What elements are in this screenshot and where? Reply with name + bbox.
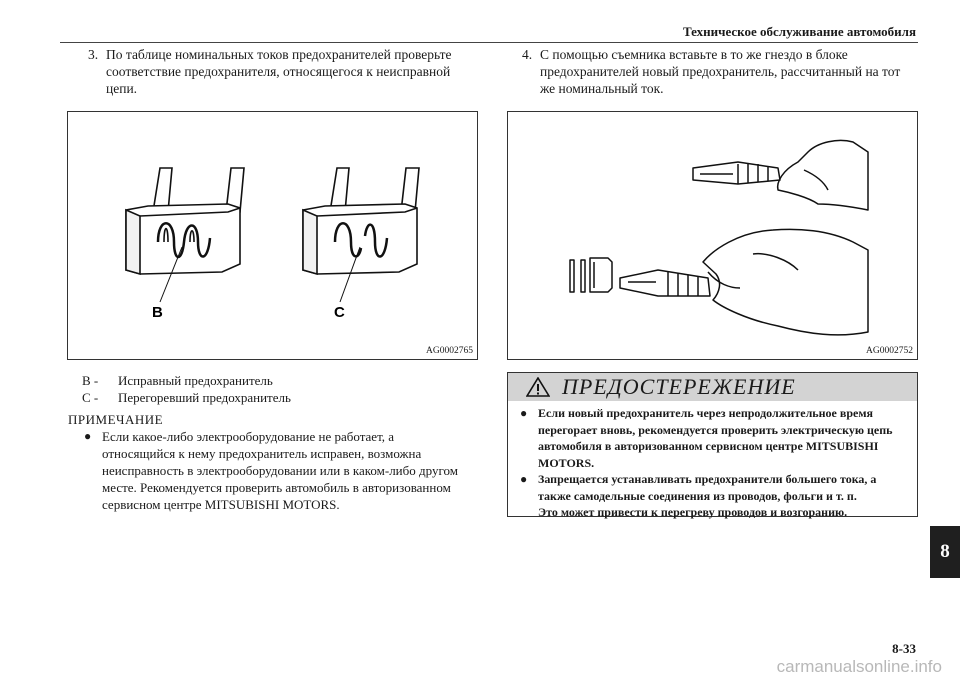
- step-text: [540, 46, 922, 97]
- bullet-icon: ●: [520, 472, 528, 486]
- step-3: [88, 46, 488, 97]
- fuse-puller-illustration: [508, 112, 917, 359]
- legend-row: [82, 389, 482, 406]
- step-line: же номинальный ток.: [540, 81, 664, 96]
- note-title: ПРИМЕЧАНИЕ: [68, 412, 164, 427]
- warning-body: [508, 401, 917, 527]
- legend-text: Исправный предохранитель: [118, 373, 273, 388]
- warning-line: автомобиля в авторизованном сервисном центре MITSUBISHI: [538, 439, 879, 453]
- legend-row: [82, 372, 482, 389]
- warning-triangle-icon: [526, 377, 550, 397]
- fuse-puller-icon: [620, 270, 710, 296]
- note-line: Если какое-либо электрооборудование не работает, а: [102, 429, 395, 444]
- fuse-icon: [570, 260, 574, 292]
- figure-code: AG0002752: [866, 346, 913, 356]
- page-header-title: Техническое обслуживание автомобиля: [682, 24, 916, 39]
- warning-title: ПРЕДОСТЕРЕЖЕНИЕ: [562, 374, 796, 399]
- warning-item: [520, 471, 907, 521]
- note-line: относящийся к нему предохранитель исправен, возможна: [102, 446, 422, 461]
- step-number: 3.: [88, 47, 99, 62]
- warning-header: [508, 373, 917, 401]
- fuse-puller-icon: [693, 162, 780, 184]
- step-4: [522, 46, 922, 97]
- label-c: C: [334, 304, 345, 321]
- step-line: По таблице номинальных токов предохранителей проверьте: [106, 47, 452, 62]
- hand-icon: [778, 140, 868, 210]
- step-line: предохранителей новый предохранитель, рассчитанный на тот: [540, 64, 901, 79]
- step-line: С помощью съемника вставьте в то же гнездо в блоке: [540, 47, 848, 62]
- warning-line: Это может привести к перегреву проводов и возгоранию.: [538, 505, 848, 519]
- warning-line: также самодельные соединения из проводов, фольги и т. п.: [538, 488, 857, 503]
- note-line: неисправность в электрооборудовании или в каком-либо другом: [102, 463, 458, 478]
- figure-legend: [82, 372, 482, 406]
- note-line: месте. Рекомендуется проверить автомобиль в авторизованном: [102, 480, 451, 495]
- warning-line: MOTORS.: [538, 455, 595, 470]
- step-text: [106, 46, 488, 97]
- hand-icon: [703, 229, 868, 335]
- watermark: carmanualsonline.info: [776, 657, 942, 676]
- note-body: [84, 428, 484, 513]
- warning-line: перегорает вновь, рекомендуется проверить электрическую цепь: [538, 422, 893, 437]
- step-number: 4.: [522, 47, 533, 62]
- warning-box: [507, 372, 918, 517]
- bullet-icon: ●: [520, 406, 528, 420]
- good-fuse-icon: [126, 168, 244, 274]
- warning-line: Если новый предохранитель через непродолжительное время: [538, 406, 874, 420]
- legend-key: C -: [82, 390, 99, 405]
- legend-text: Перегоревший предохранитель: [118, 390, 291, 405]
- fuse-figure: [67, 111, 478, 360]
- note-line: сервисном центре MITSUBISHI MOTORS.: [102, 497, 340, 512]
- legend-key: B -: [82, 373, 99, 388]
- warning-item: [520, 405, 907, 471]
- chapter-tab[interactable]: 8: [930, 526, 960, 578]
- step-line: соответствие предохранителя, относящегося к неисправной: [106, 64, 451, 79]
- header-divider: [60, 42, 918, 43]
- blown-fuse-icon: [303, 168, 419, 274]
- bullet-icon: ●: [84, 429, 92, 443]
- step-line: цепи.: [106, 81, 138, 96]
- label-b: B: [152, 304, 163, 321]
- figure-code: AG0002765: [426, 346, 473, 356]
- page-number: 8-33: [892, 641, 916, 656]
- fuse-illustration: [68, 112, 477, 359]
- fuse-puller-figure: [507, 111, 918, 360]
- warning-line: Запрещается устанавливать предохранители большего тока, а: [538, 472, 877, 486]
